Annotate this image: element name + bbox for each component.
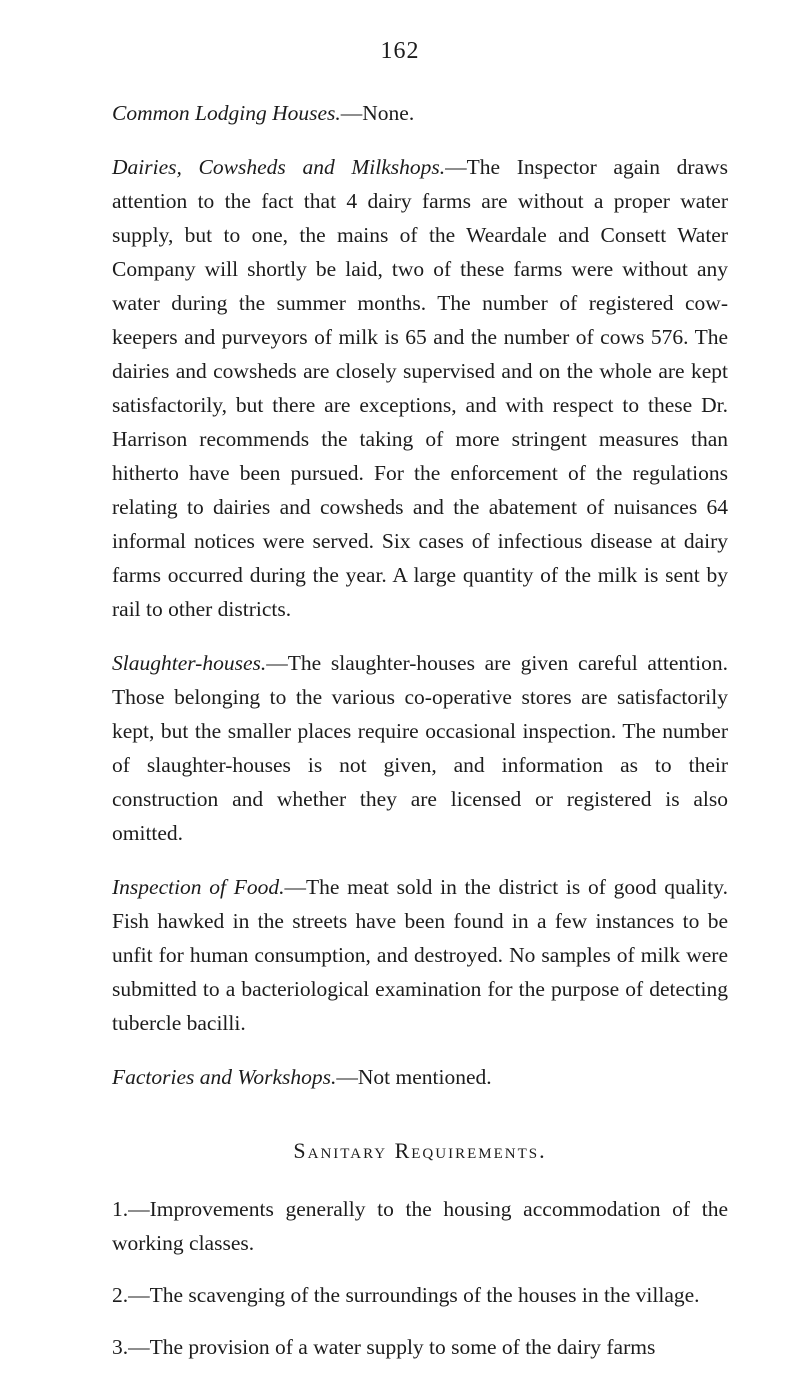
paragraph-text: —The Inspector again draws attention to the fact that 4 dairy farms are without a proper water supply, but to one, the mains of the Weardale and Consett Water Company will shortly be laid, two of these farms were without any water during the summer months. The number of registered cow-keepers and purveyors of milk is 65 and the number of cows 576. The dairies and cowsheds are closely supervised and on the whole are kept satisfactorily, but there are exceptions, and with respect to these Dr. Harrison recommends the taking of more stringent measures than hitherto have been pursued. For the enforcement of the regulations relating to dairies and cowsheds and the abatement of nuisances 64 informal notices were served. Six cases of infectious disease at dairy farms occurred during the year. A large quantity of the milk is sent by rail to other districts.	[112, 155, 729, 621]
paragraph-heading: Factories and Workshops.	[112, 1065, 337, 1089]
paragraph-text: —The slaughter-houses are given careful attention. Those belonging to the various co-operative stores are satisfactorily kept, but the smaller places require occasional inspection. The number of slaughter-houses is not given, and information as to their construction and whether they are licensed or registered is also omitted.	[112, 651, 728, 845]
paragraph-inspection-of-food	[112, 870, 728, 1040]
paragraph-heading: Common Lodging Houses.	[112, 101, 341, 125]
paragraph-heading: Dairies, Cowsheds and Milkshops.	[112, 155, 446, 179]
paragraph-heading: Inspection of Food.	[112, 875, 285, 899]
paragraph-common-lodging-houses	[112, 96, 728, 130]
paragraph-text: —None.	[340, 101, 415, 125]
section-title: Sanitary Requirements.	[293, 1138, 547, 1163]
paragraph-slaughter-houses	[112, 646, 728, 850]
requirement-item: 2.—The scavenging of the surroundings of the houses in the village.	[112, 1283, 700, 1307]
paragraph-text: —Not mentioned.	[336, 1065, 492, 1089]
requirement-item: 3.—The provision of a water supply to some of the dairy farms	[112, 1335, 656, 1359]
paragraph-factories-workshops	[112, 1060, 728, 1094]
paragraph-heading: Slaughter-houses.	[112, 651, 267, 675]
requirement-item: 1.—Improvements generally to the housing accommodation of the working classes.	[112, 1197, 728, 1255]
paragraph-dairies	[112, 150, 728, 626]
body-text	[112, 96, 728, 1382]
page-number: 162	[380, 38, 420, 64]
paragraph-text: —The meat sold in the district is of good quality. Fish hawked in the streets have been found in a few instances to be unfit for human consumption, and destroyed. No samples of milk were submitted to a bacteriological examination for the purpose of detecting tubercle bacilli.	[112, 875, 728, 1035]
